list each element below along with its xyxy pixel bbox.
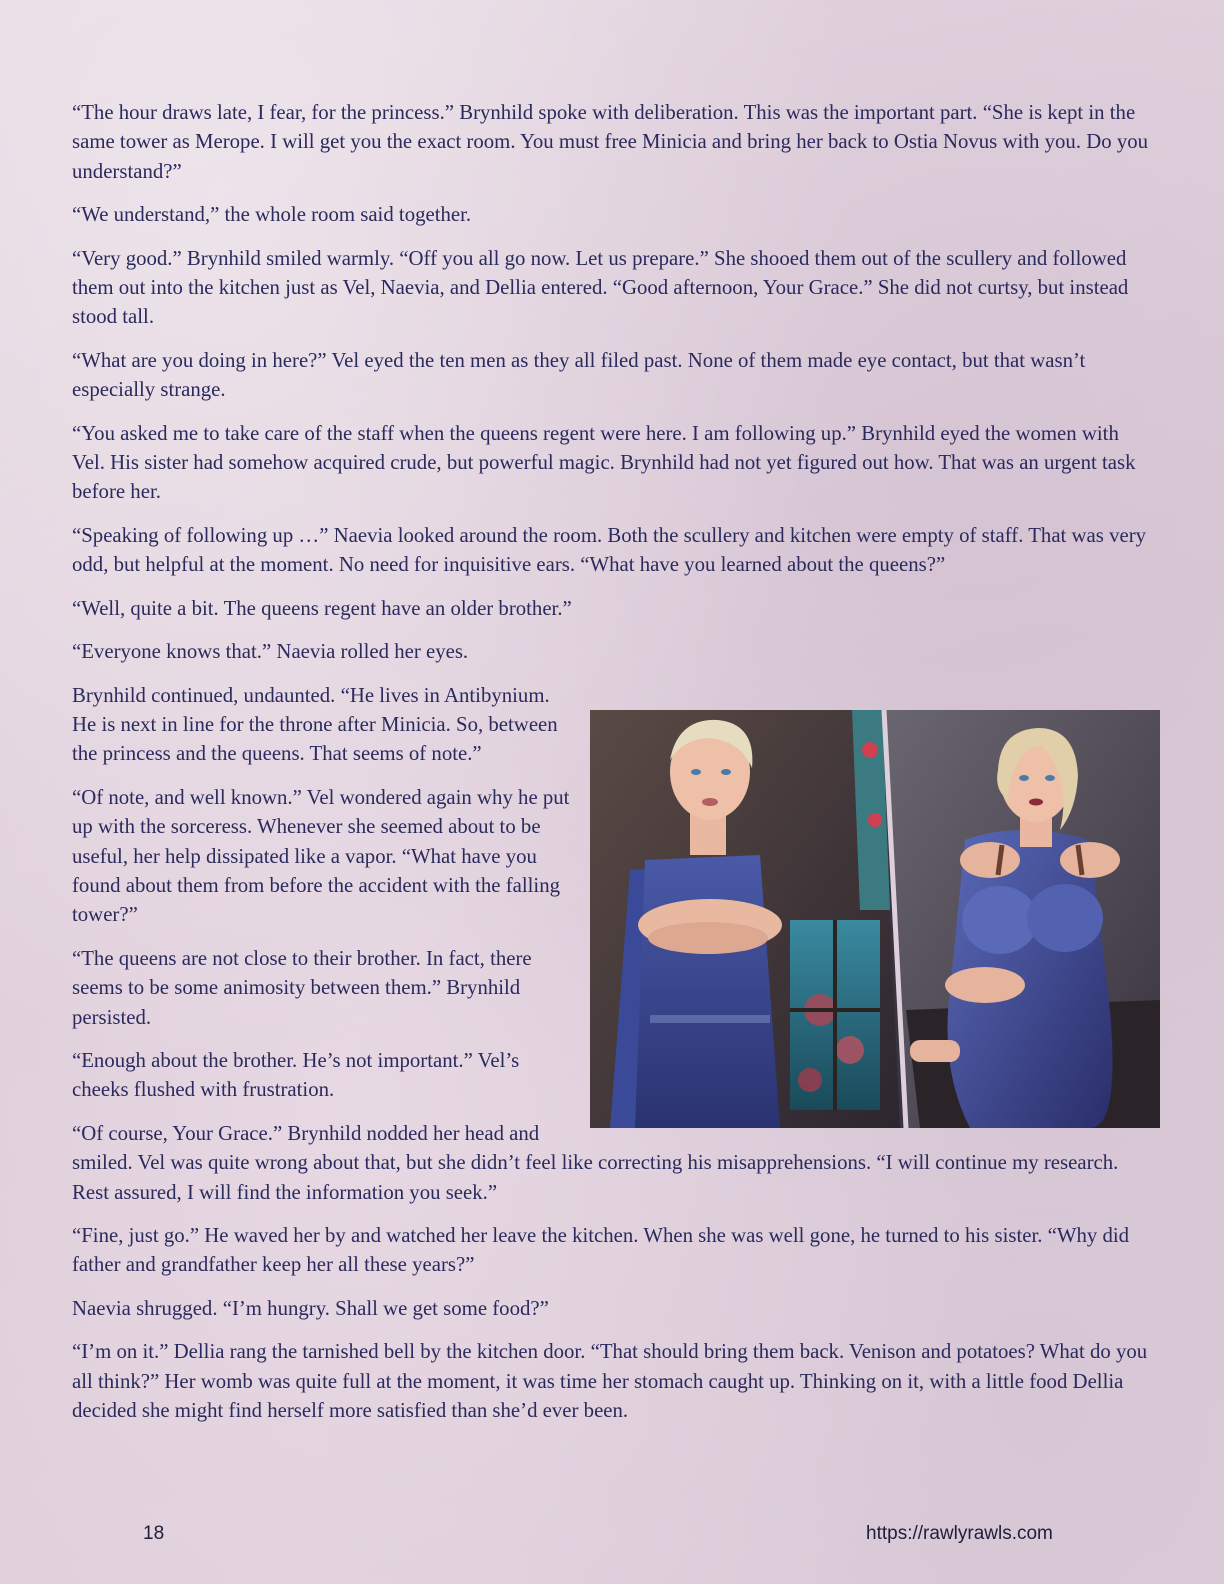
paragraph: “Speaking of following up …” Naevia looked around the room. Both the scullery and kitchen were empty of staff. That was very odd, but helpful at the moment. No need for inquisitive ears. “What have you learned about the queens?”: [72, 523, 1147, 577]
paragraph: “You asked me to take care of the staff when the queens regent were here. I am following up.” Brynhild eyed the women with Vel. His sister had somehow acquired crude, but powerful magic. Brynhild had not yet figured out how. That was an urgent task before her.: [72, 421, 1136, 504]
paragraph: “The hour draws late, I fear, for the princess.” Brynhild spoke with deliberation. This was the important part. “She is kept in the same tower as Merope. I will get you the exact room. You must free Minicia and bring her back to Ostia Novus with you. Do you understand?”: [72, 101, 1149, 183]
paragraph: “Of note, and well known.” Vel wondered again why he put up with the sorceress. Whenever she seemed about to be useful, her help dissipated like a vapor. “What have you found about them from before the accident with the falling tower?”: [72, 785, 570, 927]
page-body: [72, 98, 1150, 1439]
footer-url-link[interactable]: https://rawlyrawls.com: [866, 1523, 1053, 1544]
page-number: 18: [143, 1523, 165, 1544]
paragraph: “The queens are not close to their brother. In fact, there seems to be some animosity between them.” Brynhild persisted.: [72, 946, 532, 1029]
story-illustration: [590, 710, 1160, 1128]
paragraph: “What are you doing in here?” Vel eyed the ten men as they all filed past. None of them made eye contact, but that wasn’t especially strange.: [72, 348, 1086, 402]
paragraph: “Very good.” Brynhild smiled warmly. “Off you all go now. Let us prepare.” She shooed them out of the scullery and followed them out into the kitchen just as Vel, Naevia, and Dellia entered. “Good afternoon, Your Grace.” She did not curtsy, but instead stood tall.: [72, 246, 1129, 329]
paragraph: “We understand,” the whole room said together.: [72, 203, 472, 227]
paragraph: Naevia shrugged. “I’m hungry. Shall we get some food?”: [72, 1296, 549, 1320]
paragraph: “Everyone knows that.” Naevia rolled her eyes.: [72, 640, 469, 664]
paragraph: “Fine, just go.” He waved her by and watched her leave the kitchen. When she was well gone, he turned to his sister. “Why did father and grandfather keep her all these years?”: [72, 1224, 1130, 1277]
paragraph: “Of course, Your Grace.” Brynhild nodded her head and smiled. Vel was quite wrong about that, but she didn’t feel like correcting his misapprehensions. “I will continue my research. Rest assured, I will find the information you seek.”: [72, 1121, 1119, 1204]
paragraph: “Enough about the brother. He’s not important.” Vel’s cheeks flushed with frustration.: [72, 1048, 520, 1102]
paragraph: “I’m on it.” Dellia rang the tarnished bell by the kitchen door. “That should bring them back. Venison and potatoes? What do you all think?” Her womb was quite full at the moment, it was time her stomach caught up. Thinking on it, with a little food Dellia decided she might find herself more satisfied than she’d ever been.: [72, 1340, 1148, 1423]
paragraph: “Well, quite a bit. The queens regent have an older brother.”: [72, 596, 572, 620]
paragraph-text: Brynhild continued, undaunted. “He lives in Antibynium. He is next in line for the throne after Minicia. So, between the princess and the queens. That seems of note.”: [72, 683, 558, 766]
paragraph-with-figure: [72, 681, 1150, 769]
